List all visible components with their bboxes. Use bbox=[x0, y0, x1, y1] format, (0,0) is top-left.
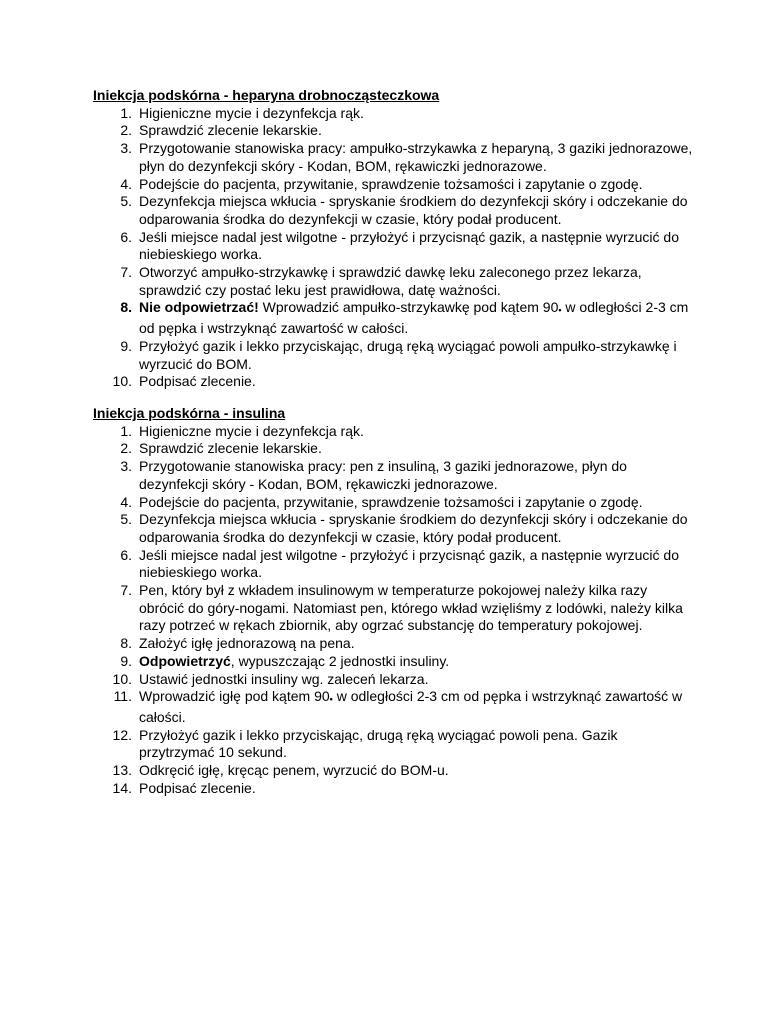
list-item bbox=[93, 338, 693, 373]
section-title: Iniekcja podskórna - insulina bbox=[93, 405, 286, 421]
step-text: Przygotowanie stanowiska pracy: pen z insuliną, 3 gaziki jednorazowe, płyn do dezynfekcji skóry - Kodan, BOM, rękawiczki jednorazowe. bbox=[139, 458, 627, 492]
step-emphasis: Odpowietrzyć bbox=[139, 652, 231, 669]
step-text: Higieniczne mycie i dezynfekcja rąk. bbox=[139, 422, 364, 439]
step-number: 7. bbox=[120, 264, 132, 281]
steps-list bbox=[93, 423, 693, 798]
list-item bbox=[93, 264, 693, 299]
list-item bbox=[93, 688, 693, 726]
step-text: Przygotowanie stanowiska pracy: ampułko-strzykawka z heparyną, 3 gaziki jednorazowe, płyn do dezynfekcji skóry - Kodan, BOM, rękawiczki jednorazowe. bbox=[139, 140, 693, 174]
step-emphasis: Nie odpowietrzać! bbox=[139, 299, 259, 316]
step-number: 10. bbox=[112, 670, 132, 687]
step-text-part: w odległości 2-3 cm od pępka i wstrzyknąć zawartość w całości. bbox=[139, 299, 689, 337]
step-number: 8. bbox=[120, 635, 132, 652]
step-text bbox=[139, 299, 693, 337]
step-number: 9. bbox=[120, 652, 132, 669]
list-item bbox=[93, 762, 693, 780]
step-text: Założyć igłę jednorazową na pena. bbox=[139, 635, 355, 652]
step-number: 11. bbox=[113, 688, 132, 705]
step-text: Otworzyć ampułko-strzykawkę i sprawdzić dawkę leku zaleconego przez lekarza, sprawdzić czy postać leku jest prawidłowa, datę ważności. bbox=[139, 264, 642, 298]
step-number: 3. bbox=[120, 140, 132, 157]
list-item bbox=[93, 653, 693, 671]
list-item bbox=[93, 582, 693, 635]
step-text: Podejście do pacjenta, przywitanie, sprawdzenie tożsamości i zapytanie o zgodę. bbox=[139, 493, 643, 510]
step-number: 2. bbox=[120, 440, 132, 457]
step-text: Jeśli miejsce nadal jest wilgotne - przyłożyć i przycisnąć gazik, a następnie wyrzucić do niebieskiego worka. bbox=[139, 228, 679, 263]
step-number: 14. bbox=[112, 779, 132, 796]
step-text: Sprawdzić zlecenie lekarskie. bbox=[139, 440, 322, 457]
step-number: 5. bbox=[120, 193, 132, 210]
degree-mark: • bbox=[329, 694, 333, 705]
degree-mark: • bbox=[558, 305, 562, 316]
step-text: Pen, który był z wkładem insulinowym w temperaturze pokojowej należy kilka razy obrócić do góry-nogami. Natomiast pen, którego wkład wzięliśmy z lodówki, należy kilka razy potrzeć w rękach zbiornik, aby ogrzać substancję do temperatury pokojowej. bbox=[139, 582, 683, 634]
step-text: Przyłożyć gazik i lekko przyciskając, drugą ręką wyciągać powoli ampułko-strzykawkę i wyrzucić do BOM. bbox=[139, 337, 677, 372]
list-item bbox=[93, 494, 693, 512]
list-item bbox=[93, 423, 693, 441]
list-item bbox=[93, 635, 693, 653]
step-text: Sprawdzić zlecenie lekarskie. bbox=[139, 122, 322, 139]
list-item bbox=[93, 547, 693, 582]
step-number: 6. bbox=[120, 228, 132, 245]
list-item bbox=[93, 671, 693, 689]
step-number: 1. bbox=[120, 422, 132, 439]
list-item bbox=[93, 229, 693, 264]
step-number: 4. bbox=[120, 493, 132, 510]
list-item bbox=[93, 140, 693, 175]
list-item bbox=[93, 176, 693, 194]
list-item bbox=[93, 458, 693, 493]
list-item bbox=[93, 105, 693, 123]
step-text bbox=[139, 653, 693, 671]
step-number: 2. bbox=[120, 122, 132, 139]
step-text bbox=[139, 688, 693, 726]
step-text-part: , wypuszczając 2 jednostki insuliny. bbox=[230, 652, 450, 669]
step-number: 6. bbox=[120, 546, 132, 563]
step-number: 9. bbox=[120, 337, 132, 354]
section-insulin bbox=[93, 405, 693, 797]
section-title: Iniekcja podskórna - heparyna drobnocząsteczkowa bbox=[93, 87, 440, 103]
step-number: 4. bbox=[120, 175, 132, 192]
list-item bbox=[93, 511, 693, 546]
step-number: 5. bbox=[120, 511, 132, 528]
step-text: Ustawić jednostki insuliny wg. zaleceń lekarza. bbox=[139, 670, 429, 687]
list-item bbox=[93, 727, 693, 762]
step-number: 13. bbox=[112, 762, 132, 779]
step-text: Przyłożyć gazik i lekko przyciskając, drugą ręką wyciągać powoli pena. Gazik przytrzymać 10 sekund. bbox=[139, 726, 618, 761]
step-text-part: Wprowadzić ampułko-strzykawkę pod kątem 90 bbox=[258, 299, 559, 316]
step-text: Podejście do pacjenta, przywitanie, sprawdzenie tożsamości i zapytanie o zgodę. bbox=[139, 175, 643, 192]
list-item bbox=[93, 780, 693, 798]
section-heparin bbox=[93, 87, 693, 391]
step-number: 3. bbox=[120, 458, 132, 475]
step-text: Dezynfekcja miejsca wkłucia - spryskanie środkiem do dezynfekcji skóry i odczekanie do odparowania środka do dezynfekcji w czasie, który podał producent. bbox=[139, 511, 688, 545]
step-number: 12. bbox=[112, 726, 132, 743]
step-text: Podpisać zlecenie. bbox=[139, 779, 256, 796]
step-text-part: w odległości 2-3 cm od pępka i wstrzyknąć zawartość w całości. bbox=[139, 688, 683, 725]
list-item bbox=[93, 373, 693, 391]
step-text: Dezynfekcja miejsca wkłucia - spryskanie środkiem do dezynfekcji skóry i odczekanie do odparowania środka do dezynfekcji w czasie, który podał producent. bbox=[139, 193, 688, 227]
steps-list bbox=[93, 105, 693, 391]
list-item bbox=[93, 193, 693, 228]
step-text: Jeśli miejsce nadal jest wilgotne - przyłożyć i przycisnąć gazik, a następnie wyrzucić do niebieskiego worka. bbox=[139, 546, 679, 581]
step-number: 10. bbox=[112, 373, 132, 390]
step-text: Odkręcić igłę, kręcąc penem, wyrzucić do BOM-u. bbox=[139, 762, 449, 779]
step-number: 7. bbox=[120, 582, 132, 599]
step-text: Podpisać zlecenie. bbox=[139, 373, 256, 390]
step-number: 1. bbox=[120, 104, 132, 121]
list-item bbox=[93, 440, 693, 458]
step-number: 8. bbox=[120, 299, 132, 316]
step-text: Higieniczne mycie i dezynfekcja rąk. bbox=[139, 104, 364, 121]
list-item bbox=[93, 299, 693, 337]
step-text-part: Wprowadzić igłę pod kątem 90 bbox=[139, 688, 330, 705]
list-item bbox=[93, 122, 693, 140]
